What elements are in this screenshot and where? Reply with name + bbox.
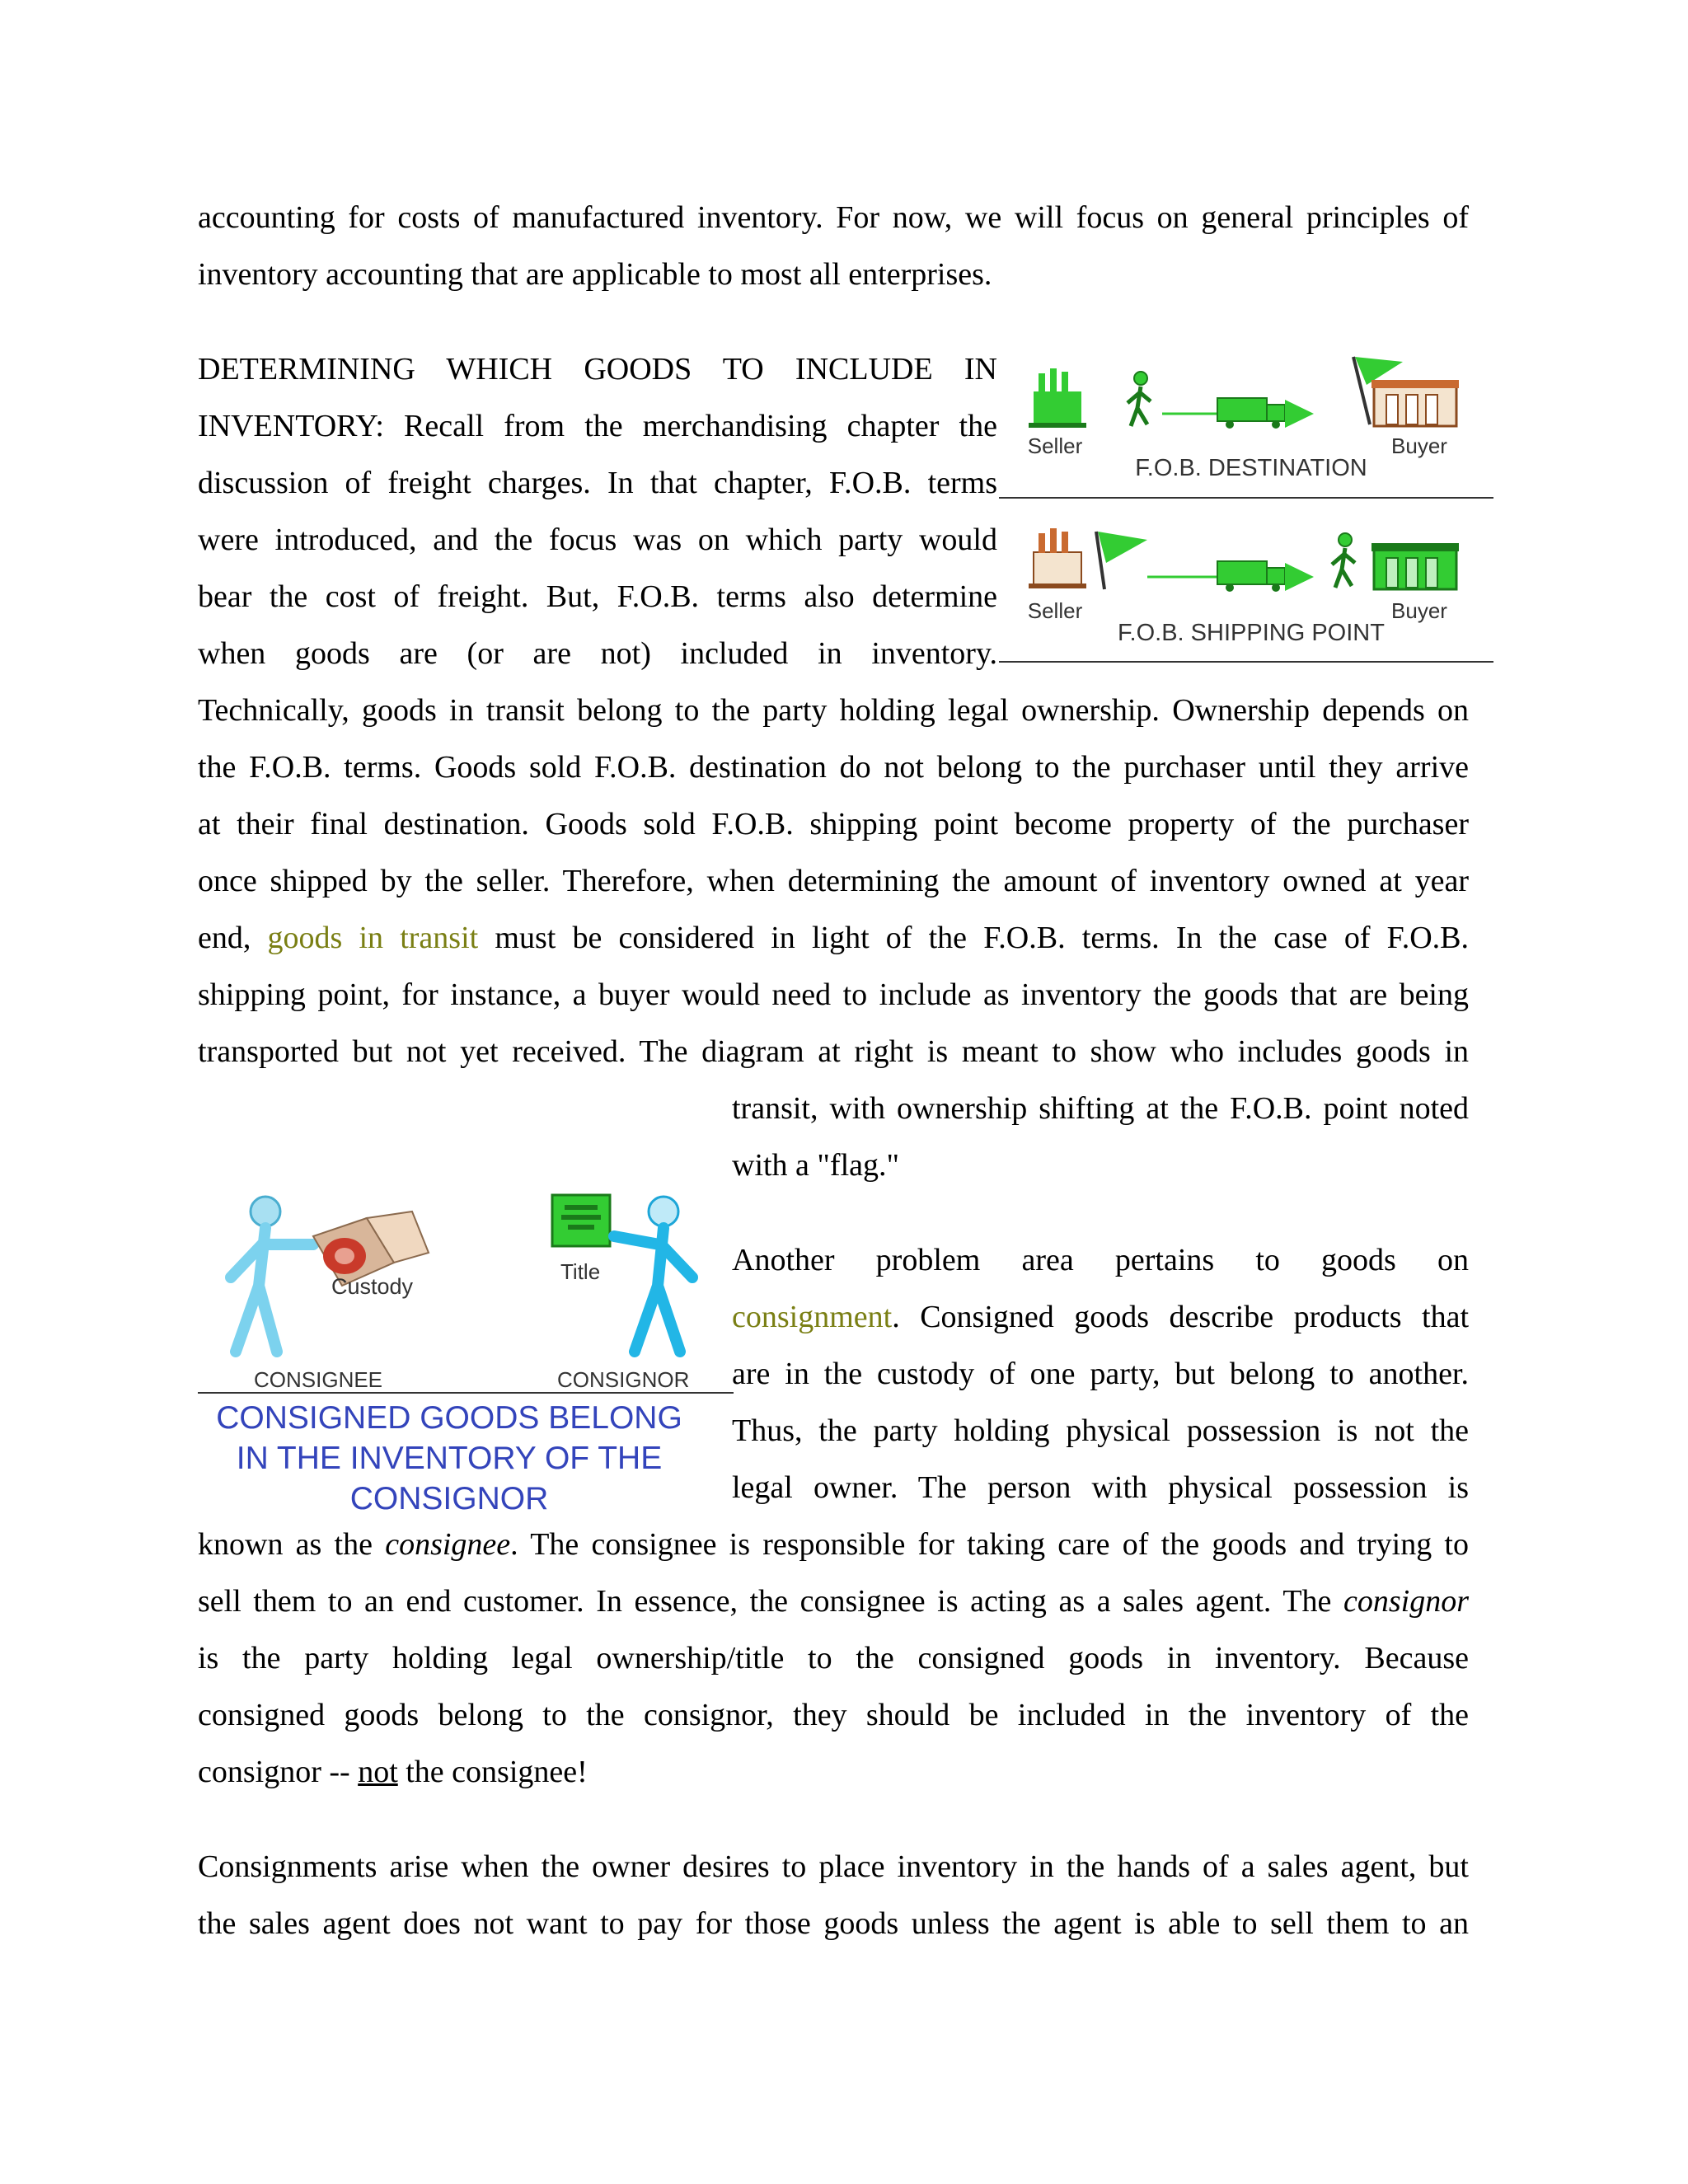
flag-icon	[1096, 532, 1147, 589]
body-text-line	[198, 1573, 1469, 1630]
seller-label: Seller	[1027, 434, 1083, 458]
consignee-person-icon	[231, 1197, 313, 1352]
body-text-line	[198, 910, 1469, 967]
buyer-store-icon	[1372, 543, 1459, 589]
arrow-head-icon	[1285, 400, 1314, 428]
body-text-line: inventory accounting that are applicable to most all enterprises.	[198, 257, 992, 292]
fob-destination-row	[999, 357, 1493, 498]
consignee-term: consignee	[385, 1527, 511, 1562]
body-text-line: consigned goods belong to the consignor, they should be included in the inventory of the	[198, 1698, 1469, 1732]
body-text-line	[198, 1516, 1469, 1573]
body-text-line: bear the cost of freight. But, F.O.B. terms also determine	[198, 579, 997, 614]
consignment-link[interactable]: consignment	[732, 1300, 893, 1334]
fob-shipping-point-caption: F.O.B. SHIPPING POINT	[1118, 620, 1385, 646]
seller-factory-icon	[1029, 528, 1086, 588]
fob-diagram	[999, 342, 1493, 672]
consignor-label: CONSIGNOR	[557, 1367, 690, 1392]
consignor-person-icon	[614, 1197, 692, 1352]
consignee-label: CONSIGNEE	[254, 1367, 383, 1392]
consignment-caption-line: CONSIGNED GOODS BELONG	[216, 1400, 682, 1436]
consignment-caption-line: CONSIGNOR	[349, 1481, 549, 1516]
emphasis-not: not	[358, 1755, 398, 1789]
seller-factory-icon	[1029, 368, 1086, 428]
section-heading-line: DETERMINING WHICH GOODS TO INCLUDE IN	[198, 352, 997, 387]
body-text-line: legal owner. The person with physical possession is	[732, 1470, 1469, 1505]
body-text-line: Another problem area pertains to goods on	[732, 1243, 1469, 1277]
seller-label: Seller	[1027, 598, 1083, 623]
goods-in-transit-link[interactable]: goods in transit	[267, 921, 479, 955]
buyer-label: Buyer	[1391, 598, 1447, 623]
body-text-line: once shipped by the seller. Therefore, when determining the amount of inventory owned at year	[198, 864, 1469, 898]
text-span: the consignee!	[397, 1755, 588, 1789]
body-text-line: transported but not yet received. The diagram at right is meant to show who includes goods in	[198, 1034, 1469, 1069]
text-span: . The consignee is responsible for taking care of the goods and trying to	[510, 1527, 1469, 1562]
body-text-line: the F.O.B. terms. Goods sold F.O.B. destination do not belong to the purchaser until they arrive	[198, 750, 1469, 785]
truck-icon	[1217, 561, 1285, 592]
buyer-store-icon	[1372, 380, 1459, 426]
body-text-line: with a "flag."	[732, 1148, 900, 1183]
body-text-line: shipping point, for instance, a buyer would need to include as inventory the goods that are being	[198, 977, 1469, 1012]
buyer-label: Buyer	[1391, 434, 1447, 458]
body-text-line: when goods are (or are not) included in inventory.	[198, 636, 997, 671]
body-text-line: transit, with ownership shifting at the F.O.B. point noted	[732, 1091, 1469, 1126]
body-text-line: discussion of freight charges. In that chapter, F.O.B. terms	[198, 466, 997, 500]
body-text-line: were introduced, and the focus was on which party would	[198, 523, 997, 557]
custody-label: Custody	[331, 1274, 414, 1299]
body-text-line: is the party holding legal ownership/title to the consigned goods in inventory. Because	[198, 1641, 1469, 1675]
consignor-term: consignor	[1343, 1584, 1469, 1619]
body-text-line: are in the custody of one party, but belong to another.	[732, 1357, 1469, 1391]
body-text-line: Thus, the party holding physical possession is not the	[732, 1413, 1469, 1448]
text-span: end,	[198, 921, 268, 955]
arrow-head-icon	[1285, 563, 1314, 591]
text-span: . Consigned goods describe products that	[892, 1300, 1469, 1334]
text-span: consignor --	[198, 1755, 359, 1789]
truck-icon	[1217, 398, 1285, 429]
body-text-line: at their final destination. Goods sold F.O.B. shipping point become property of the purchaser	[198, 807, 1469, 841]
fob-shipping-row	[999, 528, 1493, 662]
body-text-line: the sales agent does not want to pay for those goods unless the agent is able to sell them to an	[198, 1906, 1469, 1941]
body-text-line	[732, 1289, 1469, 1346]
body-text-line: INVENTORY: Recall from the merchandising chapter the	[198, 409, 997, 443]
consignment-caption-line: IN THE INVENTORY OF THE	[236, 1441, 663, 1476]
body-text-line: Technically, goods in transit belong to the party holding legal ownership. Ownership depends on	[198, 693, 1469, 728]
person-walking-icon	[1128, 372, 1151, 426]
fob-destination-caption: F.O.B. DESTINATION	[1135, 455, 1367, 481]
text-span: known as the	[198, 1527, 386, 1562]
title-document-icon	[552, 1195, 610, 1246]
text-span: sell them to an end customer. In essence, the consignee is acting as a sales agent. The	[198, 1584, 1343, 1619]
title-label: Title	[560, 1259, 601, 1284]
body-text-line: accounting for costs of manufactured inventory. For now, we will focus on general principles of	[198, 200, 1469, 235]
body-text-line: Consignments arise when the owner desires to place inventory in the hands of a sales agent, but	[198, 1849, 1469, 1884]
consignment-diagram	[198, 1187, 734, 1525]
text-span: must be considered in light of the F.O.B. terms. In the case of F.O.B.	[478, 921, 1470, 955]
person-walking-icon	[1332, 533, 1355, 588]
body-text-line	[198, 1744, 1469, 1801]
